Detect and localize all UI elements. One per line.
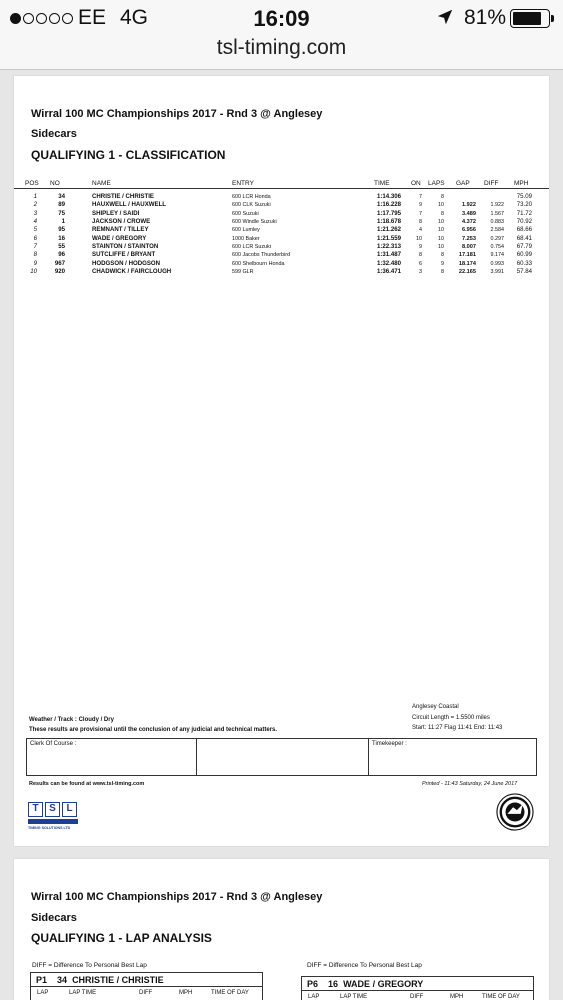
clerk-of-course-cell: Clerk Of Course : (27, 739, 197, 775)
cell-no: 1 (61, 218, 65, 226)
browser-top-bar (0, 0, 563, 70)
carrier-name: EE (78, 6, 107, 29)
cell-laps: 8 (441, 252, 444, 259)
cell-name: JACKSON / CROWE (92, 218, 151, 226)
table-row (14, 210, 549, 218)
session-title: QUALIFYING 1 - CLASSIFICATION (31, 148, 226, 162)
cell-pos: 8 (33, 251, 37, 259)
cell-name: CHRISTIE / CHRISTIE (92, 193, 154, 200)
lap-box-header: P1 34 CHRISTIE / CHRISTIE (31, 973, 262, 987)
cell-entry: 600 Shelbourn Honda (232, 260, 285, 267)
cell-on: 3 (419, 269, 422, 276)
col-diff: DIFF (484, 180, 499, 187)
cell-name: HODGSON / HODGSON (92, 259, 161, 267)
blank-signature-cell (197, 739, 369, 775)
cell-name: REMNANT / TILLEY (92, 226, 149, 234)
cell-laps: 10 (438, 227, 444, 234)
provisional-note: These results are provisional until the conclusion of any judicial and technical matters. (29, 727, 278, 733)
results-url-note: Results can be found at www.tsl-timing.com (29, 781, 145, 787)
cell-diff: 0.993 (490, 260, 504, 267)
cell-gap: 1.922 (462, 202, 476, 209)
battery-percent: 81% (464, 6, 507, 29)
table-row (14, 260, 549, 268)
cell-laps: 8 (441, 210, 444, 217)
results-page-lap-analysis (14, 859, 549, 1000)
tsl-logo: T S L TIMING SOLUTIONS LTD (28, 798, 82, 830)
cell-diff: 3.991 (490, 269, 504, 276)
cell-laps: 10 (438, 235, 444, 242)
cell-pos: 4 (33, 218, 37, 226)
cell-diff: 0.297 (490, 235, 504, 242)
location-arrow-icon (436, 8, 454, 26)
cell-entry: 600 Windle Suzuki (232, 219, 277, 226)
cell-pos: 9 (33, 259, 37, 267)
cell-laps: 8 (441, 194, 444, 200)
cell-entry: 600 Suzuki (232, 210, 259, 217)
table-row (14, 235, 549, 243)
results-page-classification (14, 76, 549, 846)
cell-time: 1:36.471 (376, 268, 401, 276)
cell-no: 75 (58, 209, 65, 217)
cell-gap: 8.007 (462, 244, 476, 251)
status-time: 16:09 (253, 6, 310, 31)
cell-on: 8 (419, 219, 422, 226)
cell-entry: 600 CLK Suzuki (232, 202, 271, 209)
cell-name: WADE / GREGORY (92, 234, 147, 242)
cell-on: 9 (419, 244, 422, 251)
table-row (14, 201, 549, 209)
cell-on: 7 (419, 210, 422, 217)
class-name: Sidecars (31, 128, 77, 140)
cell-name: CHADWICK / FAIRCLOUGH (92, 268, 172, 276)
cell-mph: 73.20 (516, 201, 532, 209)
col-on: ON (411, 180, 421, 187)
cell-gap: 4.372 (462, 219, 476, 226)
table-row (14, 193, 549, 201)
cell-time: 1:22.313 (376, 243, 401, 251)
cell-no: 16 (58, 234, 65, 242)
cell-no: 920 (54, 268, 65, 276)
event-title: Wirral 100 MC Championships 2017 - Rnd 3 @ Anglesey (31, 108, 323, 120)
network-type: 4G (120, 6, 149, 29)
cell-diff: 9.174 (490, 252, 504, 259)
session-times: Start: 11:27 Flag 11:41 End: 11:43 (412, 725, 503, 731)
cell-pos: 1 (33, 193, 37, 200)
club-seal-logo (496, 793, 534, 831)
col-mph: MPH (514, 180, 529, 187)
cell-time: 1:31.487 (376, 251, 401, 259)
col-time: TIME (374, 180, 390, 187)
cell-pos: 3 (33, 209, 37, 217)
col-no: NO (50, 180, 60, 187)
cell-on: 8 (419, 252, 422, 259)
cell-time: 1:21.559 (376, 234, 401, 242)
cell-mph: 70.92 (516, 218, 532, 226)
cell-mph: 71.72 (516, 209, 532, 217)
cell-pos: 2 (33, 201, 37, 209)
cell-name: SHIPLEY / SAIDI (92, 209, 140, 217)
cell-on: 10 (416, 235, 422, 242)
col-name: NAME (92, 180, 111, 187)
lap-box-header: P6 16 WADE / GREGORY (302, 977, 533, 991)
cell-gap: 17.181 (458, 252, 476, 259)
cell-mph: 57.84 (516, 268, 532, 276)
cell-name: STAINTON / STAINTON (92, 243, 159, 251)
cell-mph: 60.99 (516, 251, 532, 259)
cell-gap: 7.253 (462, 235, 476, 242)
lap-box-columns: LAP LAP TIME DIFF MPH TIME OF DAY (37, 990, 249, 996)
diff-note-left: DIFF = Difference To Personal Best Lap (32, 962, 147, 969)
cell-on: 4 (419, 227, 422, 234)
col-pos: POS (25, 180, 39, 187)
cell-gap: 6.956 (462, 227, 476, 234)
circuit-name: Anglesey Coastal (412, 704, 459, 710)
cell-mph: 75.09 (516, 193, 532, 200)
table-row (14, 243, 549, 251)
cell-laps: 10 (438, 202, 444, 209)
url-bar[interactable]: tsl-timing.com (216, 36, 347, 59)
cell-diff: 0.883 (490, 219, 504, 226)
circuit-length: Circuit Length = 1.5500 miles (412, 715, 490, 721)
cell-laps: 9 (441, 260, 444, 267)
cell-pos: 6 (33, 234, 37, 242)
lap-class-name: Sidecars (31, 912, 77, 924)
cell-mph: 60.33 (516, 259, 532, 267)
printed-timestamp: Printed - 11:43 Saturday, 24 June 2017 (422, 781, 518, 787)
lap-box-p6 (301, 976, 534, 1000)
cell-entry: 1000 Baker (232, 235, 260, 242)
table-row (14, 218, 549, 226)
cell-entry: 600 LCR Suzuki (232, 244, 271, 251)
lap-session-title: QUALIFYING 1 - LAP ANALYSIS (31, 931, 212, 945)
cell-on: 7 (419, 194, 422, 200)
results-table-header (14, 180, 549, 189)
cell-gap: 22.165 (458, 269, 476, 276)
cell-no: 96 (58, 251, 65, 259)
diff-note-right: DIFF = Difference To Personal Best Lap (307, 962, 422, 969)
cell-entry: 600 LCR Honda (232, 194, 271, 200)
cell-name: HAUXWELL / HAUXWELL (92, 201, 167, 209)
cell-diff: 1.922 (490, 202, 504, 209)
cell-pos: 10 (30, 268, 37, 276)
table-row (14, 251, 549, 259)
cell-diff: 1.567 (490, 210, 504, 217)
cell-laps: 10 (438, 219, 444, 226)
status-bar (0, 6, 563, 32)
cell-entry: 599 GLR (232, 269, 254, 276)
cell-on: 9 (419, 202, 422, 209)
cell-on: 6 (419, 260, 422, 267)
cell-no: 95 (58, 226, 65, 234)
cell-time: 1:32.480 (376, 259, 401, 267)
cell-time: 1:17.795 (376, 209, 401, 217)
signature-box (26, 738, 537, 776)
battery-icon (510, 9, 550, 28)
cell-mph: 68.41 (516, 234, 532, 242)
cell-no: 55 (58, 243, 65, 251)
cell-pos: 7 (33, 243, 37, 251)
cell-mph: 68.66 (516, 226, 532, 234)
cell-gap: 3.489 (462, 210, 476, 217)
cell-time: 1:21.262 (376, 226, 401, 234)
cell-entry: 600 Jacobs Thunderbird (232, 252, 291, 259)
table-row (14, 226, 549, 234)
cell-time: 1:18.678 (376, 218, 401, 226)
col-entry: ENTRY (232, 180, 254, 187)
cell-time: 1:14.306 (376, 193, 401, 200)
cell-mph: 67.79 (516, 243, 532, 251)
col-laps: LAPS (428, 180, 445, 187)
cell-laps: 8 (441, 269, 444, 276)
cell-no: 89 (58, 201, 65, 209)
cell-no: 34 (58, 193, 65, 200)
table-row (14, 268, 549, 276)
lap-box-columns: LAP LAP TIME DIFF MPH TIME OF DAY (308, 994, 520, 1000)
cell-diff: 2.584 (490, 227, 504, 234)
cell-time: 1:16.228 (376, 201, 401, 209)
cell-name: SUTCLIFFE / BRYANT (92, 251, 156, 259)
col-gap: GAP (456, 180, 470, 187)
timekeeper-cell: Timekeeper : (372, 741, 407, 747)
cell-no: 967 (54, 259, 65, 267)
lap-event-title: Wirral 100 MC Championships 2017 - Rnd 3 @ Anglesey (31, 891, 323, 903)
cell-diff: 0.754 (490, 244, 504, 251)
lap-box-p1 (30, 972, 263, 1000)
cell-gap: 18.174 (458, 260, 476, 267)
cell-pos: 5 (33, 226, 37, 234)
weather-track: Weather / Track : Cloudy / Dry (29, 717, 114, 723)
cell-entry: 600 Lumley (232, 227, 260, 234)
cell-laps: 10 (438, 244, 444, 251)
